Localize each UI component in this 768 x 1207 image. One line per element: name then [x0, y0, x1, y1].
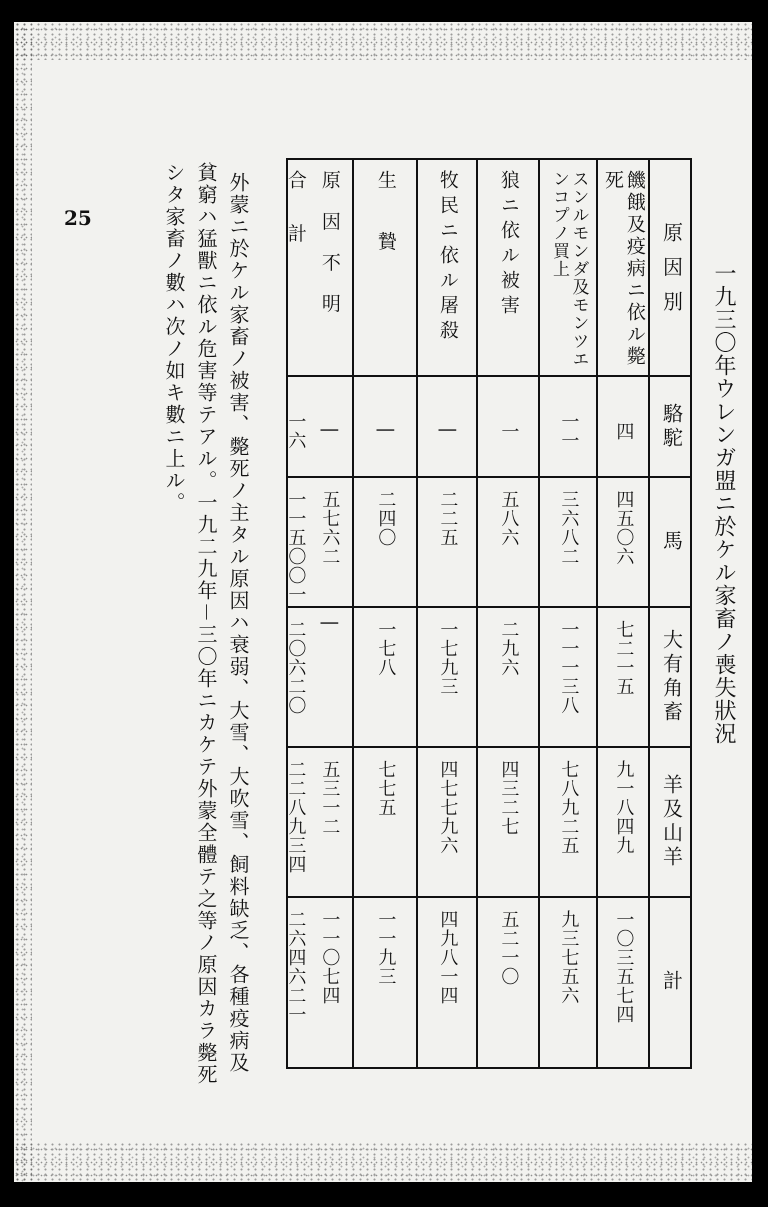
paragraph-line-2: 貧窮ハ猛獸ニ依ル危害等テアル。一九二九年－三〇年ニカケテ外蒙全體テ之等ノ原因カラ斃死: [194, 162, 218, 1086]
cell-sheep-goat: 二二八九三四: [285, 760, 307, 874]
cell-total: 一〇三五七四: [613, 910, 635, 1024]
cell-camel: 一一: [558, 412, 580, 450]
cell-total: 一一〇七四: [319, 910, 341, 1005]
cell-sheep-goat: 七八九二五: [558, 760, 580, 855]
cell-total: 四九八一四: [437, 910, 459, 1005]
page-number: 25: [64, 206, 92, 230]
cell-horse: 三六八二: [558, 490, 580, 566]
cell-cattle: 七二一五: [613, 620, 635, 696]
cell-total: 一一九三: [375, 910, 397, 986]
col-header-camel: 駱駝: [659, 403, 684, 451]
scan-noise-top: [14, 22, 752, 60]
row-cause-slaughter: 牧民ニ依ル屠殺: [436, 170, 459, 345]
cell-cattle: 二〇六二〇: [285, 620, 307, 715]
col-header-sheep-goat: 羊及山羊: [659, 774, 684, 870]
row-cause-starvation: 饑餓及疫病ニ依ル斃死: [602, 170, 646, 368]
cell-total: 五二一〇: [498, 910, 520, 986]
cell-cattle: 一七九三: [437, 620, 459, 696]
col-rule: [538, 160, 540, 1067]
cell-sheep-goat: 五三一二: [319, 760, 341, 836]
header-rule: [288, 375, 690, 377]
row-cause-unknown: 原 因 不 明: [318, 170, 341, 321]
col-header-cattle: 大有角畜: [659, 629, 684, 725]
cell-horse: 一一五〇〇一: [285, 490, 307, 604]
cell-cattle: |: [319, 620, 341, 628]
cell-total: 九三七五六: [558, 910, 580, 1005]
row-cause-purchase: スンルモンダ及モンツエンコプノ買上: [549, 170, 589, 368]
cell-horse: 二四〇: [375, 490, 397, 547]
col-rule: [596, 160, 598, 1067]
cell-total: 二六四六二一: [285, 910, 307, 1024]
cell-sheep-goat: 九一八四九: [613, 760, 635, 855]
row-total-label: 合 計: [284, 170, 307, 257]
table-title: 一九三〇年ウレンガ盟ニ於ケル家畜ノ喪失狀況: [711, 262, 736, 745]
header-label: 原 因 別: [659, 221, 684, 315]
col-rule: [416, 160, 418, 1067]
paragraph-line-3: シタ家畜ノ數ハ次ノ如キ數ニ上ル。: [162, 162, 186, 514]
cell-horse: 四五〇六: [613, 490, 635, 566]
row-cause-sacrifice: 生 贄: [374, 170, 397, 269]
cell-horse: 五八六: [498, 490, 520, 547]
col-rule: [648, 160, 650, 1067]
cell-camel: 一: [498, 421, 520, 441]
col-header-total: 計: [659, 970, 684, 994]
row-rule: [288, 476, 690, 478]
row-cause-wolves: 狼ニ依ル被害: [497, 170, 520, 320]
col-rule: [352, 160, 354, 1067]
row-rule: [288, 606, 690, 608]
row-rule: [288, 746, 690, 748]
cell-cattle: 一七八: [375, 620, 397, 677]
cell-camel: 一六: [285, 412, 307, 450]
paragraph-line-1: 外蒙ニ於ケル家畜ノ被害、斃死ノ主タル原因ハ衰弱、大雪、大吹雪、飼料缺乏、各種疫病及: [226, 172, 250, 1074]
scan-noise-left: [14, 22, 32, 1182]
document-page: [14, 22, 752, 1182]
loss-table: [286, 158, 692, 1069]
cell-cattle: 一一一三八: [558, 620, 580, 715]
cell-horse: 五七六二: [319, 490, 341, 566]
scan-noise-bottom: [14, 1142, 752, 1182]
cell-horse: 二二五: [437, 490, 459, 547]
cell-sheep-goat: 七七五: [375, 760, 397, 817]
cell-sheep-goat: 四三二七: [498, 760, 520, 836]
cell-sheep-goat: 四七七九六: [437, 760, 459, 855]
cell-cattle: 二九六: [498, 620, 520, 677]
cell-camel: |: [375, 427, 397, 435]
col-header-horse: 馬: [659, 530, 684, 554]
cell-camel: |: [437, 427, 459, 435]
col-rule: [476, 160, 478, 1067]
cell-camel: 四: [613, 421, 635, 441]
row-rule: [288, 896, 690, 898]
cell-camel: |: [319, 427, 341, 435]
